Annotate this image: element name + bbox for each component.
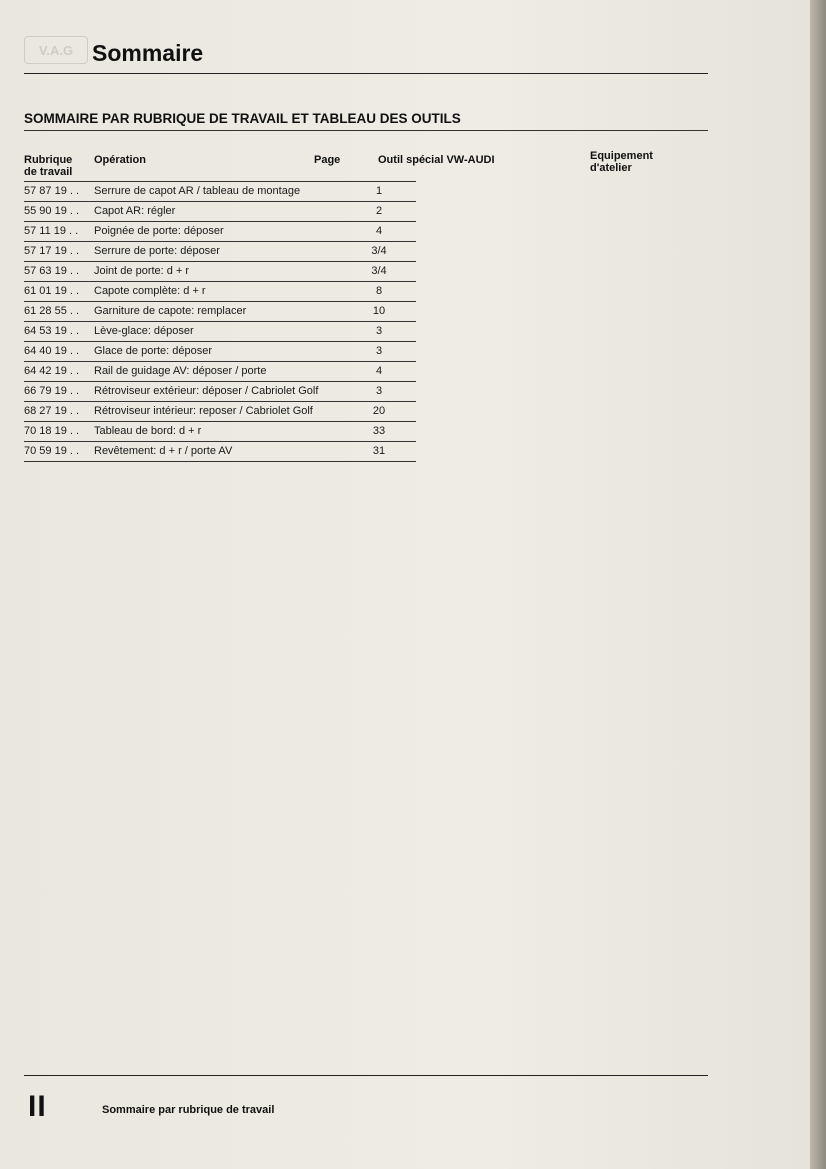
row-operation: Serrure de capot AR / tableau de montage [94, 182, 342, 202]
row-code: 70 59 19 . . [24, 442, 94, 462]
col-header-rubrique: Rubrique de travail [24, 154, 73, 178]
row-operation: Capote complète: d + r [94, 282, 342, 302]
table-row [24, 442, 416, 462]
table-row [24, 262, 416, 282]
col-header-operation: Opération [94, 154, 146, 166]
row-code: 57 17 19 . . [24, 242, 94, 262]
table-row [24, 422, 416, 442]
row-operation: Rétroviseur intérieur: reposer / Cabriolet Golf [94, 402, 342, 422]
row-code: 66 79 19 . . [24, 382, 94, 402]
table-row [24, 302, 416, 322]
table-row [24, 282, 416, 302]
row-page: 4 [342, 362, 416, 382]
vag-logo: V.A.G [24, 36, 88, 64]
table-row [24, 342, 416, 362]
table-row [24, 182, 416, 202]
show-through-decoration [540, 30, 710, 60]
row-operation: Tableau de bord: d + r [94, 422, 342, 442]
row-page: 1 [342, 182, 416, 202]
row-code: 64 40 19 . . [24, 342, 94, 362]
row-page: 4 [342, 222, 416, 242]
row-operation: Serrure de porte: déposer [94, 242, 342, 262]
row-page: 33 [342, 422, 416, 442]
col-header-outil: Outil spécial VW-AUDI [378, 154, 495, 166]
row-page: 31 [342, 442, 416, 462]
row-page: 3 [342, 322, 416, 342]
row-code: 55 90 19 . . [24, 202, 94, 222]
header-rule [24, 73, 708, 74]
row-page: 8 [342, 282, 416, 302]
page-number-roman: II [28, 1090, 47, 1123]
row-code: 64 53 19 . . [24, 322, 94, 342]
row-code: 57 87 19 . . [24, 182, 94, 202]
row-operation: Rail de guidage AV: déposer / porte [94, 362, 342, 382]
row-operation: Revêtement: d + r / porte AV [94, 442, 342, 462]
col-header-equipement: Equipement d'atelier [590, 150, 653, 174]
section-rule [24, 130, 708, 131]
table-row [24, 202, 416, 222]
operations-table [24, 181, 416, 462]
table-row [24, 382, 416, 402]
row-operation: Lève-glace: déposer [94, 322, 342, 342]
table-row [24, 242, 416, 262]
row-page: 3 [342, 342, 416, 362]
footer-rule [24, 1075, 708, 1076]
row-page: 3 [342, 382, 416, 402]
row-operation: Rétroviseur extérieur: déposer / Cabriolet Golf [94, 382, 342, 402]
row-page: 10 [342, 302, 416, 322]
table-row [24, 222, 416, 242]
row-operation: Garniture de capote: remplacer [94, 302, 342, 322]
row-operation: Glace de porte: déposer [94, 342, 342, 362]
row-page: 3/4 [342, 242, 416, 262]
row-code: 68 27 19 . . [24, 402, 94, 422]
row-code: 57 11 19 . . [24, 222, 94, 242]
row-code: 61 28 55 . . [24, 302, 94, 322]
footer-label: Sommaire par rubrique de travail [102, 1104, 275, 1116]
row-code: 70 18 19 . . [24, 422, 94, 442]
table-row [24, 402, 416, 422]
table-row [24, 362, 416, 382]
binding-spine [810, 0, 826, 1169]
row-code: 64 42 19 . . [24, 362, 94, 382]
table-row [24, 322, 416, 342]
row-page: 3/4 [342, 262, 416, 282]
row-code: 61 01 19 . . [24, 282, 94, 302]
page-title: Sommaire [92, 40, 204, 66]
row-page: 20 [342, 402, 416, 422]
row-page: 2 [342, 202, 416, 222]
row-code: 57 63 19 . . [24, 262, 94, 282]
row-operation: Poignée de porte: déposer [94, 222, 342, 242]
row-operation: Capot AR: régler [94, 202, 342, 222]
row-operation: Joint de porte: d + r [94, 262, 342, 282]
col-header-page: Page [314, 154, 341, 166]
section-heading: SOMMAIRE PAR RUBRIQUE DE TRAVAIL ET TABLEAU DES OUTILS [24, 111, 461, 126]
